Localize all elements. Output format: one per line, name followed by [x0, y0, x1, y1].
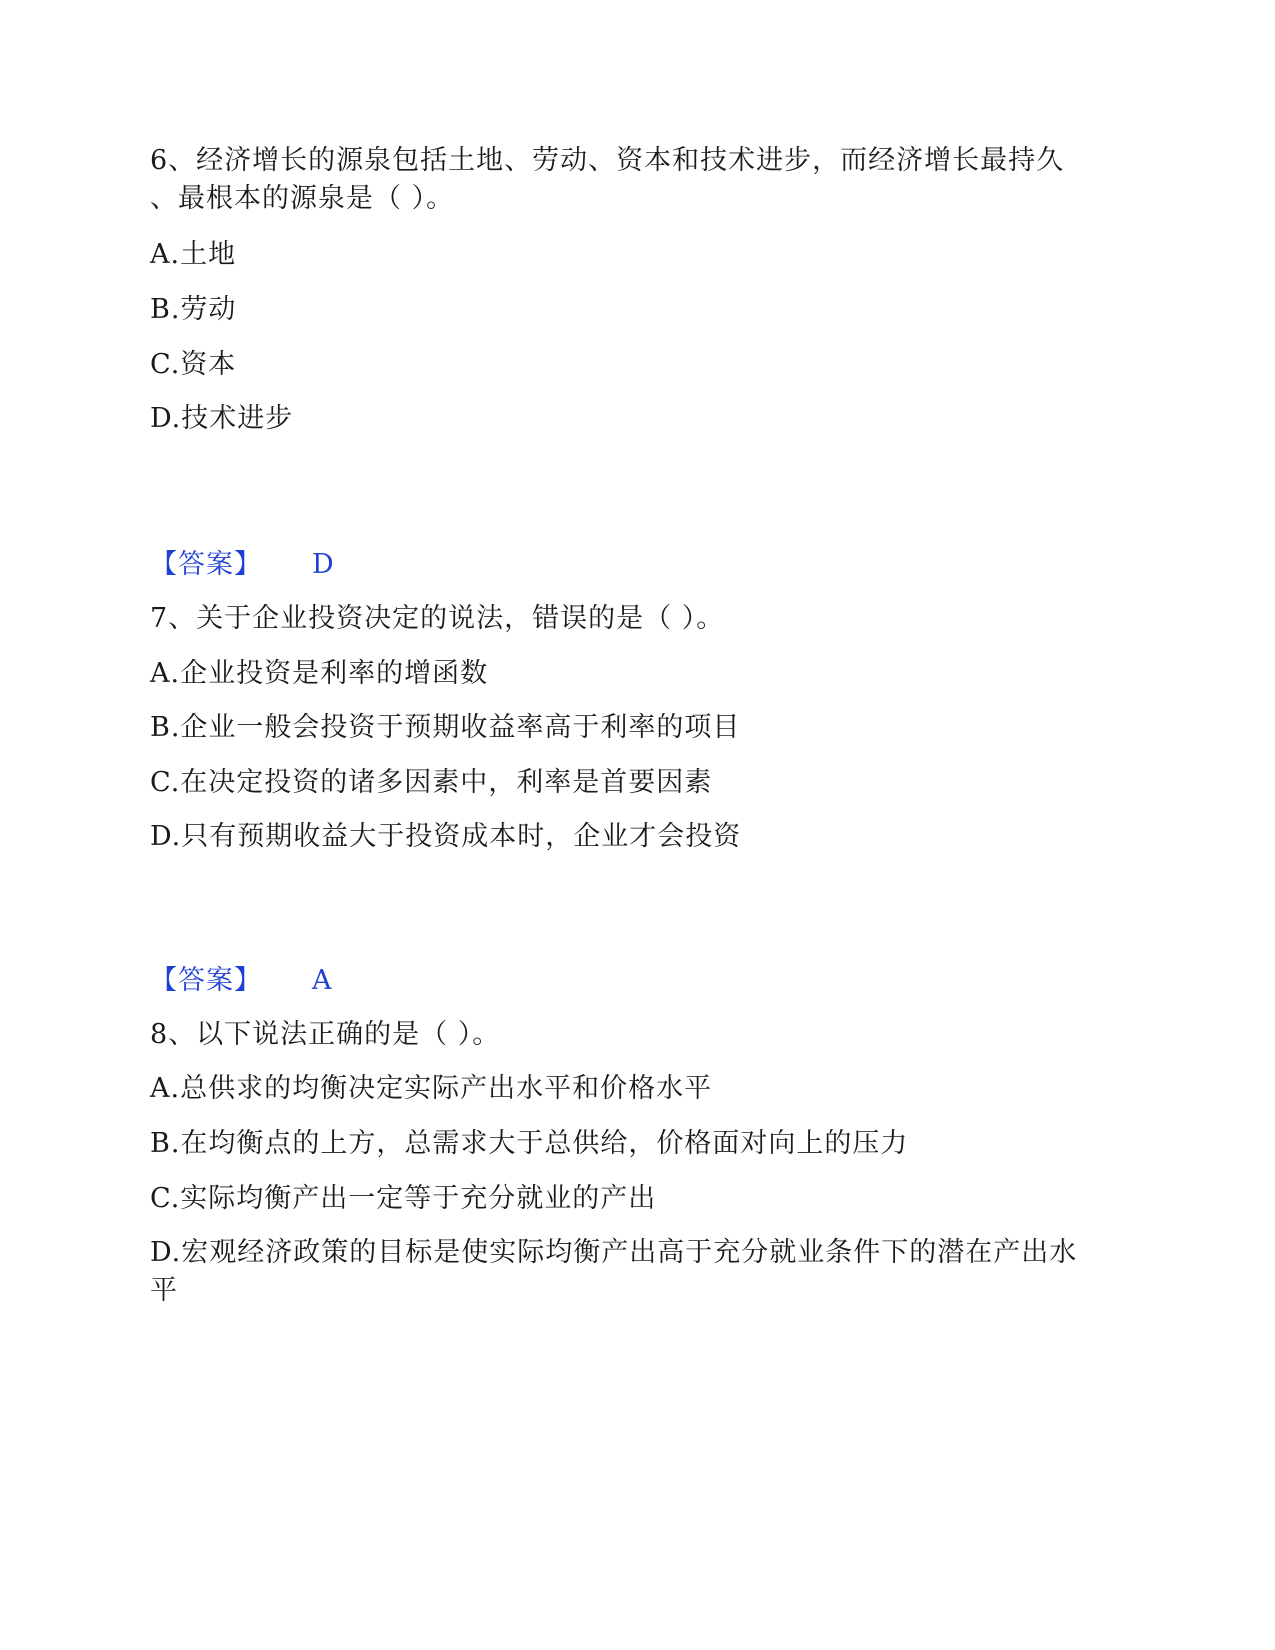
- answer-label: 【答案】: [150, 965, 262, 996]
- question-6-stem-line1: 6、经济增长的源泉包括土地、劳动、资本和技术进步，而经济增长最持久: [150, 145, 1065, 176]
- question-6-option-c: C.资本: [150, 349, 237, 380]
- question-8-option-c: C.实际均衡产出一定等于充分就业的产出: [150, 1183, 657, 1214]
- answer-6: [150, 546, 335, 584]
- question-6-stem-line2: 、最根本的源泉是（ ）。: [150, 183, 455, 214]
- answer-7: [150, 962, 333, 1000]
- question-8-option-a: A.总供求的均衡决定实际产出水平和价格水平: [150, 1073, 713, 1104]
- question-7-option-a: A.企业投资是利率的增函数: [150, 658, 489, 689]
- question-8-option-d-wrap: 平: [150, 1275, 178, 1306]
- question-6-option-a: A.土地: [150, 239, 237, 270]
- answer-value: D: [312, 549, 335, 580]
- answer-label: 【答案】: [150, 549, 262, 580]
- question-8-stem: 8、以下说法正确的是（ ）。: [150, 1019, 501, 1050]
- question-7-option-c: C.在决定投资的诸多因素中，利率是首要因素: [150, 767, 713, 798]
- answer-value: A: [312, 965, 333, 996]
- question-7-option-b: B.企业一般会投资于预期收益率高于利率的项目: [150, 712, 741, 743]
- question-6-option-d: D.技术进步: [150, 403, 294, 434]
- question-8-option-d: D.宏观经济政策的目标是使实际均衡产出高于充分就业条件下的潜在产出水: [150, 1237, 1078, 1268]
- question-8-option-b: B.在均衡点的上方，总需求大于总供给，价格面对向上的压力: [150, 1128, 909, 1159]
- question-7-option-d: D.只有预期收益大于投资成本时，企业才会投资: [150, 821, 742, 852]
- question-7-stem: 7、关于企业投资决定的说法，错误的是（ ）。: [150, 603, 725, 634]
- question-6-option-b: B.劳动: [150, 294, 237, 325]
